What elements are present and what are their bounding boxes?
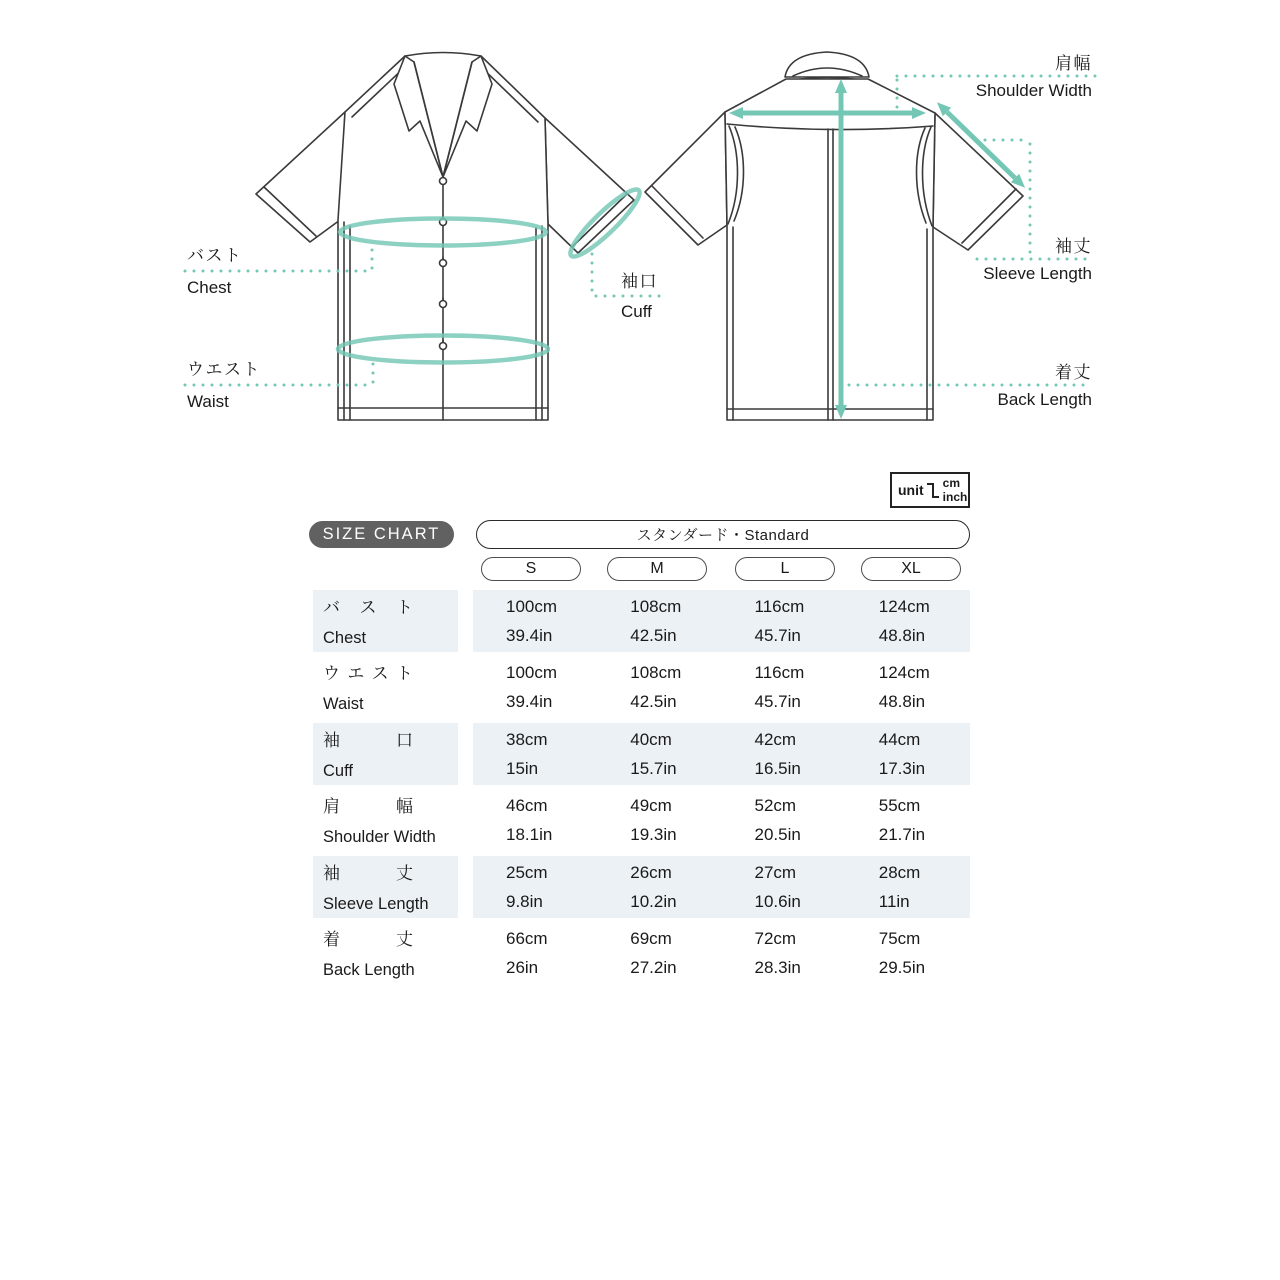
- chest-label: [187, 247, 243, 296]
- value-in: 10.2in: [630, 892, 677, 911]
- value-cell-m: [597, 922, 721, 984]
- value-cell-s: [473, 656, 597, 718]
- value-cm: 26cm: [630, 863, 672, 882]
- value-cm: 124cm: [878, 663, 930, 682]
- value-in: 9.8in: [506, 892, 543, 911]
- value-in: 18.1in: [506, 825, 553, 844]
- row-label-jp: バスト: [323, 598, 413, 617]
- value-cell-s: [473, 590, 597, 652]
- value-cell-l: [722, 856, 846, 918]
- value-cell-xl: [846, 590, 970, 652]
- value-cm: 116cm: [754, 597, 805, 616]
- value-cm: 108cm: [630, 663, 682, 682]
- value-cm: 100cm: [506, 663, 558, 682]
- value-in: 10.6in: [754, 892, 801, 911]
- value-cm: 25cm: [506, 863, 548, 882]
- waist-label-en: Waist: [187, 392, 229, 411]
- value-in: 29.5in: [878, 958, 926, 977]
- size-label-s: S: [525, 560, 537, 577]
- size-label-m: M: [650, 560, 664, 577]
- value-in: 15in: [506, 759, 539, 778]
- value-in: 45.7in: [754, 626, 801, 645]
- waist-label-jp: ウエスト: [187, 360, 261, 379]
- chest-label-jp: バスト: [187, 246, 243, 265]
- row-measure-label: [313, 656, 458, 718]
- value-cm: 66cm: [506, 929, 548, 948]
- value-cm: 108cm: [630, 597, 682, 616]
- value-in: 28.3in: [754, 958, 801, 977]
- value-cm: 27cm: [754, 863, 797, 882]
- size-pill-s: [481, 557, 581, 581]
- value-cm: 55cm: [878, 796, 921, 815]
- value-in: 20.5in: [754, 825, 801, 844]
- row-label-en: Waist: [323, 695, 364, 713]
- cuff-label-jp: 袖口: [621, 272, 658, 291]
- size-pill-m: [607, 557, 707, 581]
- size-label-l: L: [780, 560, 790, 577]
- row-values: [473, 590, 970, 652]
- value-cm: 75cm: [878, 929, 921, 948]
- front-left-sleeve: [256, 112, 345, 242]
- row-label-en: Cuff: [323, 762, 353, 780]
- value-cell-m: [597, 723, 721, 785]
- value-cell-xl: [846, 789, 970, 851]
- row-measure-label: [313, 789, 458, 851]
- row-values: [473, 656, 970, 718]
- shoulder-width-label-en: Shoulder Width: [975, 81, 1092, 100]
- value-cell-l: [722, 656, 846, 718]
- size-table-row: [313, 723, 970, 785]
- size-chart-title-pill: [309, 521, 454, 548]
- unit-inch: inch: [942, 490, 968, 504]
- size-chart-title: SIZE CHART: [322, 525, 441, 543]
- value-cm: 100cm: [506, 597, 558, 616]
- row-label-en: Back Length: [323, 961, 415, 979]
- value-cell-xl: [846, 856, 970, 918]
- value-cell-xl: [846, 922, 970, 984]
- size-pill-l: [735, 557, 835, 581]
- row-measure-label: [313, 590, 458, 652]
- value-cell-m: [597, 656, 721, 718]
- sleeve-length-label-en: Sleeve Length: [983, 264, 1092, 283]
- row-measure-label: [313, 856, 458, 918]
- back-length-label: [997, 364, 1092, 408]
- value-in: 15.7in: [630, 759, 677, 778]
- back-length-label-jp: 着丈: [1055, 363, 1092, 382]
- value-in: 39.4in: [506, 626, 553, 645]
- value-cell-xl: [846, 723, 970, 785]
- back-left-sleeve: [645, 112, 727, 245]
- sleeve-length-label-jp: 袖丈: [1055, 237, 1092, 256]
- category-label: スタンダード・Standard: [636, 527, 810, 544]
- value-cm: 46cm: [506, 796, 548, 815]
- value-cm: 28cm: [878, 863, 921, 882]
- unit-legend-box: [890, 472, 970, 508]
- row-values: [473, 856, 970, 918]
- size-table-row: [313, 789, 970, 851]
- sleeve-length-label: [983, 238, 1092, 282]
- back-right-sleeve: [933, 113, 1023, 250]
- row-measure-label: [313, 922, 458, 984]
- waist-label: [187, 361, 261, 410]
- cuff-label-en: Cuff: [621, 302, 652, 321]
- value-cell-l: [722, 590, 846, 652]
- shoulder-width-label-jp: 肩幅: [1055, 54, 1092, 73]
- size-pill-xl: [861, 557, 961, 581]
- row-label-en: Shoulder Width: [323, 828, 436, 846]
- row-values: [473, 922, 970, 984]
- row-label-jp: 袖口: [323, 731, 413, 750]
- value-cm: 42cm: [754, 730, 797, 749]
- unit-values: [943, 477, 968, 503]
- back-shirt-drawing: [645, 52, 1023, 420]
- front-right-sleeve: [545, 118, 634, 253]
- row-label-jp: 肩幅: [323, 797, 413, 816]
- value-cm: 124cm: [878, 597, 930, 616]
- row-label-en: Sleeve Length: [323, 895, 429, 913]
- back-length-label-en: Back Length: [997, 390, 1092, 409]
- value-cell-s: [473, 789, 597, 851]
- row-measure-label: [313, 723, 458, 785]
- value-in: 27.2in: [630, 958, 677, 977]
- value-cm: 40cm: [630, 730, 672, 749]
- value-cell-s: [473, 922, 597, 984]
- size-label-xl: XL: [901, 560, 921, 577]
- value-cell-l: [722, 723, 846, 785]
- value-cell-l: [722, 922, 846, 984]
- size-table-row: [313, 856, 970, 918]
- value-cm: 44cm: [878, 730, 921, 749]
- value-in: 11in: [878, 892, 910, 911]
- value-cell-m: [597, 590, 721, 652]
- value-cm: 69cm: [630, 929, 672, 948]
- value-in: 26in: [506, 958, 539, 977]
- value-in: 16.5in: [754, 759, 801, 778]
- row-values: [473, 789, 970, 851]
- value-in: 42.5in: [630, 626, 677, 645]
- value-in: 48.8in: [878, 692, 926, 711]
- value-in: 39.4in: [506, 692, 553, 711]
- shoulder-width-label: [976, 55, 1092, 99]
- size-table-row: [313, 656, 970, 718]
- cuff-label: [621, 273, 658, 320]
- value-cell-l: [722, 789, 846, 851]
- value-cell-s: [473, 723, 597, 785]
- unit-bracket-icon: [927, 477, 941, 503]
- unit-cm: cm: [942, 476, 960, 490]
- value-in: 21.7in: [878, 825, 926, 844]
- unit-word: unit: [898, 482, 924, 498]
- size-table-row: [313, 590, 970, 652]
- chest-label-en: Chest: [187, 278, 232, 297]
- row-label-jp: 袖丈: [323, 864, 413, 883]
- row-label-en: Chest: [323, 629, 367, 647]
- category-pill: [476, 520, 970, 549]
- row-label-jp: 着丈: [323, 930, 413, 949]
- value-cm: 52cm: [754, 796, 797, 815]
- row-values: [473, 723, 970, 785]
- value-in: 48.8in: [878, 626, 926, 645]
- value-in: 45.7in: [754, 692, 801, 711]
- value-cm: 38cm: [506, 730, 548, 749]
- row-label-jp: ウエスト: [323, 664, 413, 683]
- value-cm: 72cm: [754, 929, 797, 948]
- value-cell-m: [597, 856, 721, 918]
- value-in: 17.3in: [878, 759, 926, 778]
- value-cm: 49cm: [630, 796, 672, 815]
- value-cell-s: [473, 856, 597, 918]
- value-in: 19.3in: [630, 825, 677, 844]
- value-cell-m: [597, 789, 721, 851]
- value-cm: 116cm: [754, 663, 805, 682]
- value-cell-xl: [846, 656, 970, 718]
- size-table-row: [313, 922, 970, 984]
- value-in: 42.5in: [630, 692, 677, 711]
